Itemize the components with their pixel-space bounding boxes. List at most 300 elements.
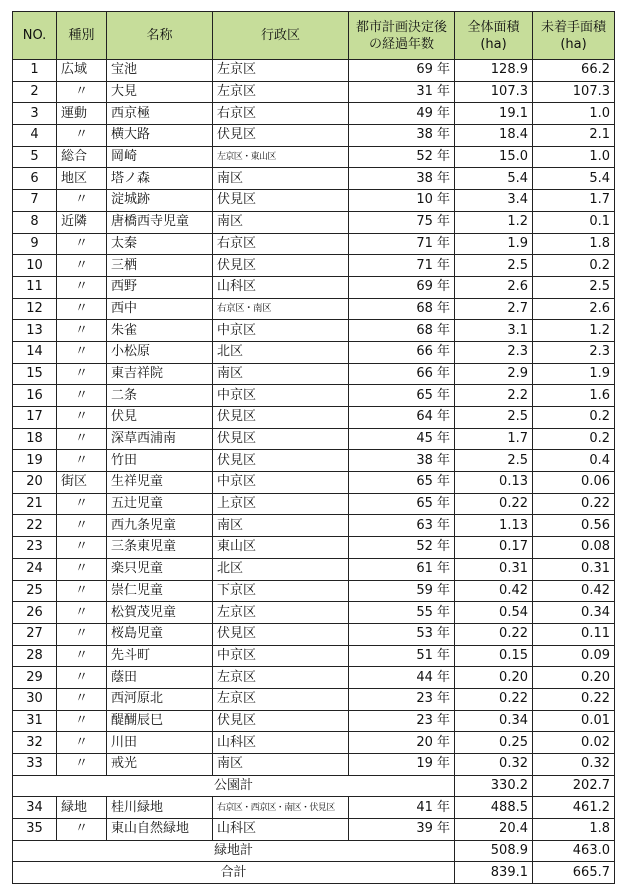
row-type: 〃 — [57, 710, 107, 732]
row-name: 横大路 — [107, 125, 213, 147]
row-unstarted-area: 0.01 — [533, 710, 615, 732]
row-no: 21 — [13, 493, 57, 515]
row-total-area: 0.42 — [455, 580, 533, 602]
row-no: 31 — [13, 710, 57, 732]
row-no: 1 — [13, 60, 57, 82]
row-total-area: 0.13 — [455, 472, 533, 494]
row-unstarted-area: 1.0 — [533, 103, 615, 125]
row-no: 28 — [13, 645, 57, 667]
row-no: 19 — [13, 450, 57, 472]
row-ward: 中京区 — [213, 472, 349, 494]
row-type: 運動 — [57, 103, 107, 125]
row-years: 45 年 — [349, 428, 455, 450]
row-name: 二条 — [107, 385, 213, 407]
row-unstarted-area: 0.08 — [533, 537, 615, 559]
row-years: 31 年 — [349, 81, 455, 103]
row-years: 69 年 — [349, 60, 455, 82]
row-years: 44 年 — [349, 667, 455, 689]
row-unstarted-area: 0.56 — [533, 515, 615, 537]
row-type: 〃 — [57, 667, 107, 689]
table-row — [13, 233, 615, 255]
row-no: 26 — [13, 602, 57, 624]
row-years: 10 年 — [349, 190, 455, 212]
row-years: 51 年 — [349, 645, 455, 667]
park-rows — [13, 60, 615, 776]
row-name: 三条東児童 — [107, 537, 213, 559]
row-total-area: 15.0 — [455, 146, 533, 168]
row-name: 西九条児童 — [107, 515, 213, 537]
table-row — [13, 732, 615, 754]
park-total-label: 公園計 — [13, 775, 455, 797]
row-name: 朱雀 — [107, 320, 213, 342]
row-type: 〃 — [57, 190, 107, 212]
table-row — [13, 472, 615, 494]
row-unstarted-area: 0.06 — [533, 472, 615, 494]
row-unstarted-area: 66.2 — [533, 60, 615, 82]
row-total-area: 20.4 — [455, 819, 533, 841]
row-total-area: 2.5 — [455, 407, 533, 429]
row-name: 唐橋西寺児童 — [107, 211, 213, 233]
row-type: 〃 — [57, 276, 107, 298]
row-ward: 右京区・西京区・南区・伏見区 — [213, 797, 349, 819]
row-total-area: 2.3 — [455, 341, 533, 363]
row-ward: 伏見区 — [213, 450, 349, 472]
row-total-area: 2.9 — [455, 363, 533, 385]
row-total-area: 1.2 — [455, 211, 533, 233]
row-unstarted-area: 0.2 — [533, 407, 615, 429]
row-unstarted-area: 0.11 — [533, 623, 615, 645]
grand-total-unstarted: 665.7 — [533, 862, 615, 884]
row-unstarted-area: 0.4 — [533, 450, 615, 472]
row-years: 49 年 — [349, 103, 455, 125]
row-total-area: 0.54 — [455, 602, 533, 624]
green-total-label: 緑地計 — [13, 840, 455, 862]
row-type: 〃 — [57, 819, 107, 841]
table-row — [13, 190, 615, 212]
row-ward: 左京区 — [213, 60, 349, 82]
row-no: 11 — [13, 276, 57, 298]
row-no: 16 — [13, 385, 57, 407]
row-unstarted-area: 0.20 — [533, 667, 615, 689]
row-name: 西野 — [107, 276, 213, 298]
row-years: 38 年 — [349, 168, 455, 190]
row-unstarted-area: 0.1 — [533, 211, 615, 233]
header-total-area: 全体面積 (ha) — [455, 12, 533, 60]
row-total-area: 0.25 — [455, 732, 533, 754]
row-total-area: 1.9 — [455, 233, 533, 255]
table-row — [13, 341, 615, 363]
row-name: 西河原北 — [107, 688, 213, 710]
row-type: 〃 — [57, 450, 107, 472]
row-no: 25 — [13, 580, 57, 602]
row-years: 69 年 — [349, 276, 455, 298]
row-ward: 中京区 — [213, 320, 349, 342]
row-unstarted-area: 2.1 — [533, 125, 615, 147]
row-type: 〃 — [57, 233, 107, 255]
row-type: 〃 — [57, 558, 107, 580]
header-years: 都市計画決定後の経過年数 — [349, 12, 455, 60]
row-type: 〃 — [57, 580, 107, 602]
row-ward: 伏見区 — [213, 623, 349, 645]
row-no: 18 — [13, 428, 57, 450]
row-name: 川田 — [107, 732, 213, 754]
row-total-area: 0.20 — [455, 667, 533, 689]
row-name: 太秦 — [107, 233, 213, 255]
row-ward: 伏見区 — [213, 407, 349, 429]
green-total-unstarted: 463.0 — [533, 840, 615, 862]
row-years: 41 年 — [349, 797, 455, 819]
row-no: 13 — [13, 320, 57, 342]
row-unstarted-area: 0.42 — [533, 580, 615, 602]
row-ward: 伏見区 — [213, 255, 349, 277]
row-years: 71 年 — [349, 255, 455, 277]
row-name: 三栖 — [107, 255, 213, 277]
row-ward: 北区 — [213, 558, 349, 580]
green-total-row — [13, 840, 615, 862]
row-years: 38 年 — [349, 450, 455, 472]
row-name: 西京極 — [107, 103, 213, 125]
row-unstarted-area: 1.7 — [533, 190, 615, 212]
row-total-area: 0.15 — [455, 645, 533, 667]
row-name: 楽只児童 — [107, 558, 213, 580]
row-ward: 北区 — [213, 341, 349, 363]
row-years: 61 年 — [349, 558, 455, 580]
row-name: 戒光 — [107, 754, 213, 776]
row-ward: 南区 — [213, 168, 349, 190]
row-total-area: 1.7 — [455, 428, 533, 450]
row-no: 30 — [13, 688, 57, 710]
table-row — [13, 710, 615, 732]
table-row — [13, 602, 615, 624]
row-type: 広域 — [57, 60, 107, 82]
row-no: 3 — [13, 103, 57, 125]
row-total-area: 128.9 — [455, 60, 533, 82]
row-unstarted-area: 2.5 — [533, 276, 615, 298]
row-unstarted-area: 1.2 — [533, 320, 615, 342]
row-name: 伏見 — [107, 407, 213, 429]
row-no: 6 — [13, 168, 57, 190]
table-row — [13, 667, 615, 689]
row-ward: 南区 — [213, 211, 349, 233]
row-unstarted-area: 0.22 — [533, 688, 615, 710]
row-type: 〃 — [57, 407, 107, 429]
row-type: 〃 — [57, 754, 107, 776]
row-ward: 右京区 — [213, 233, 349, 255]
row-type: 〃 — [57, 602, 107, 624]
row-ward: 山科区 — [213, 276, 349, 298]
row-years: 53 年 — [349, 623, 455, 645]
row-no: 23 — [13, 537, 57, 559]
row-ward: 左京区 — [213, 688, 349, 710]
row-years: 68 年 — [349, 320, 455, 342]
table-row — [13, 645, 615, 667]
row-years: 68 年 — [349, 298, 455, 320]
row-unstarted-area: 1.8 — [533, 819, 615, 841]
table-row — [13, 688, 615, 710]
table-row — [13, 754, 615, 776]
row-unstarted-area: 0.02 — [533, 732, 615, 754]
row-type: 〃 — [57, 537, 107, 559]
row-name: 先斗町 — [107, 645, 213, 667]
row-no: 12 — [13, 298, 57, 320]
row-name: 桂川緑地 — [107, 797, 213, 819]
row-type: 〃 — [57, 645, 107, 667]
row-type: 〃 — [57, 688, 107, 710]
row-type: 街区 — [57, 472, 107, 494]
row-years: 20 年 — [349, 732, 455, 754]
row-no: 9 — [13, 233, 57, 255]
row-ward: 南区 — [213, 363, 349, 385]
parks-table — [12, 11, 615, 884]
row-total-area: 107.3 — [455, 81, 533, 103]
row-no: 32 — [13, 732, 57, 754]
row-name: 竹田 — [107, 450, 213, 472]
row-total-area: 5.4 — [455, 168, 533, 190]
row-name: 蔭田 — [107, 667, 213, 689]
row-years: 39 年 — [349, 819, 455, 841]
row-no: 27 — [13, 623, 57, 645]
table-row — [13, 537, 615, 559]
row-total-area: 19.1 — [455, 103, 533, 125]
row-unstarted-area: 1.0 — [533, 146, 615, 168]
row-no: 29 — [13, 667, 57, 689]
row-no: 24 — [13, 558, 57, 580]
park-total-area: 330.2 — [455, 775, 533, 797]
row-type: 近隣 — [57, 211, 107, 233]
row-ward: 伏見区 — [213, 428, 349, 450]
row-type: 緑地 — [57, 797, 107, 819]
row-name: 東吉祥院 — [107, 363, 213, 385]
row-ward: 東山区 — [213, 537, 349, 559]
table-row — [13, 797, 615, 819]
row-unstarted-area: 2.6 — [533, 298, 615, 320]
row-total-area: 3.1 — [455, 320, 533, 342]
header-ward: 行政区 — [213, 12, 349, 60]
table-row — [13, 146, 615, 168]
row-ward: 山科区 — [213, 732, 349, 754]
table-row — [13, 211, 615, 233]
row-years: 64 年 — [349, 407, 455, 429]
row-unstarted-area: 0.2 — [533, 428, 615, 450]
row-no: 5 — [13, 146, 57, 168]
row-total-area: 0.32 — [455, 754, 533, 776]
table-row — [13, 407, 615, 429]
row-name: 崇仁児童 — [107, 580, 213, 602]
row-name: 淀城跡 — [107, 190, 213, 212]
row-type: 〃 — [57, 623, 107, 645]
table-row — [13, 428, 615, 450]
grand-total-area: 839.1 — [455, 862, 533, 884]
row-name: 岡崎 — [107, 146, 213, 168]
row-type: 〃 — [57, 125, 107, 147]
row-total-area: 2.7 — [455, 298, 533, 320]
row-ward: 伏見区 — [213, 190, 349, 212]
table-row — [13, 363, 615, 385]
row-type: 〃 — [57, 493, 107, 515]
row-total-area: 0.22 — [455, 623, 533, 645]
table-row — [13, 255, 615, 277]
header-name: 名称 — [107, 12, 213, 60]
row-unstarted-area: 0.22 — [533, 493, 615, 515]
row-no: 14 — [13, 341, 57, 363]
row-years: 65 年 — [349, 493, 455, 515]
row-name: 醍醐辰巳 — [107, 710, 213, 732]
row-unstarted-area: 2.3 — [533, 341, 615, 363]
table-row — [13, 298, 615, 320]
row-ward: 右京区 — [213, 103, 349, 125]
header-no: NO. — [13, 12, 57, 60]
header-row — [13, 12, 615, 60]
table-row — [13, 493, 615, 515]
row-unstarted-area: 0.34 — [533, 602, 615, 624]
row-ward: 伏見区 — [213, 710, 349, 732]
row-total-area: 18.4 — [455, 125, 533, 147]
row-years: 52 年 — [349, 146, 455, 168]
row-unstarted-area: 0.09 — [533, 645, 615, 667]
row-ward: 南区 — [213, 754, 349, 776]
row-name: 西中 — [107, 298, 213, 320]
row-no: 33 — [13, 754, 57, 776]
row-no: 8 — [13, 211, 57, 233]
table-row — [13, 320, 615, 342]
row-total-area: 0.17 — [455, 537, 533, 559]
row-years: 19 年 — [349, 754, 455, 776]
row-type: 〃 — [57, 255, 107, 277]
table-row — [13, 60, 615, 82]
table-row — [13, 515, 615, 537]
row-no: 4 — [13, 125, 57, 147]
row-ward: 右京区・南区 — [213, 298, 349, 320]
row-name: 松賀茂児童 — [107, 602, 213, 624]
row-total-area: 0.22 — [455, 493, 533, 515]
row-ward: 左京区 — [213, 667, 349, 689]
table-row — [13, 580, 615, 602]
row-unstarted-area: 1.6 — [533, 385, 615, 407]
row-years: 55 年 — [349, 602, 455, 624]
row-type: 〃 — [57, 732, 107, 754]
grand-total-label: 合計 — [13, 862, 455, 884]
row-years: 66 年 — [349, 341, 455, 363]
row-unstarted-area: 1.9 — [533, 363, 615, 385]
row-total-area: 0.22 — [455, 688, 533, 710]
row-years: 75 年 — [349, 211, 455, 233]
row-name: 宝池 — [107, 60, 213, 82]
row-years: 23 年 — [349, 710, 455, 732]
header-unstarted-area: 未着手面積 (ha) — [533, 12, 615, 60]
row-name: 大見 — [107, 81, 213, 103]
row-ward: 山科区 — [213, 819, 349, 841]
row-unstarted-area: 0.2 — [533, 255, 615, 277]
row-unstarted-area: 461.2 — [533, 797, 615, 819]
row-years: 52 年 — [349, 537, 455, 559]
table-row — [13, 103, 615, 125]
row-no: 35 — [13, 819, 57, 841]
row-years: 66 年 — [349, 363, 455, 385]
row-no: 17 — [13, 407, 57, 429]
row-name: 深草西浦南 — [107, 428, 213, 450]
row-no: 7 — [13, 190, 57, 212]
row-years: 38 年 — [349, 125, 455, 147]
row-unstarted-area: 1.8 — [533, 233, 615, 255]
row-no: 15 — [13, 363, 57, 385]
row-years: 23 年 — [349, 688, 455, 710]
table-row — [13, 81, 615, 103]
row-type: 〃 — [57, 298, 107, 320]
row-name: 桜島児童 — [107, 623, 213, 645]
row-no: 20 — [13, 472, 57, 494]
row-total-area: 1.13 — [455, 515, 533, 537]
row-total-area: 0.31 — [455, 558, 533, 580]
grand-total-row — [13, 862, 615, 884]
row-total-area: 2.5 — [455, 450, 533, 472]
row-ward: 南区 — [213, 515, 349, 537]
table-row — [13, 819, 615, 841]
row-total-area: 3.4 — [455, 190, 533, 212]
table-row — [13, 385, 615, 407]
row-years: 65 年 — [349, 385, 455, 407]
row-no: 22 — [13, 515, 57, 537]
park-total-row — [13, 775, 615, 797]
row-unstarted-area: 5.4 — [533, 168, 615, 190]
row-name: 塔ノ森 — [107, 168, 213, 190]
green-total-area: 508.9 — [455, 840, 533, 862]
table-row — [13, 623, 615, 645]
row-no: 34 — [13, 797, 57, 819]
row-type: 総合 — [57, 146, 107, 168]
row-name: 小松原 — [107, 341, 213, 363]
row-total-area: 2.2 — [455, 385, 533, 407]
row-years: 65 年 — [349, 472, 455, 494]
table-row — [13, 168, 615, 190]
row-ward: 左京区 — [213, 602, 349, 624]
header-type: 種別 — [57, 12, 107, 60]
row-years: 59 年 — [349, 580, 455, 602]
row-ward: 中京区 — [213, 385, 349, 407]
row-type: 〃 — [57, 81, 107, 103]
row-ward: 伏見区 — [213, 125, 349, 147]
row-type: 〃 — [57, 320, 107, 342]
row-type: 〃 — [57, 363, 107, 385]
row-ward: 中京区 — [213, 645, 349, 667]
table-row — [13, 558, 615, 580]
row-no: 2 — [13, 81, 57, 103]
green-rows — [13, 797, 615, 840]
row-no: 10 — [13, 255, 57, 277]
row-total-area: 0.34 — [455, 710, 533, 732]
row-name: 東山自然緑地 — [107, 819, 213, 841]
park-total-unstarted: 202.7 — [533, 775, 615, 797]
row-type: 〃 — [57, 385, 107, 407]
row-ward: 下京区 — [213, 580, 349, 602]
row-unstarted-area: 0.32 — [533, 754, 615, 776]
row-years: 71 年 — [349, 233, 455, 255]
row-total-area: 2.6 — [455, 276, 533, 298]
row-unstarted-area: 0.31 — [533, 558, 615, 580]
row-type: 〃 — [57, 428, 107, 450]
row-name: 五辻児童 — [107, 493, 213, 515]
row-ward: 左京区 — [213, 81, 349, 103]
table-row — [13, 276, 615, 298]
row-type: 〃 — [57, 515, 107, 537]
row-type: 地区 — [57, 168, 107, 190]
row-ward: 左京区・東山区 — [213, 146, 349, 168]
row-ward: 上京区 — [213, 493, 349, 515]
table-row — [13, 450, 615, 472]
row-total-area: 488.5 — [455, 797, 533, 819]
row-unstarted-area: 107.3 — [533, 81, 615, 103]
row-name: 生祥児童 — [107, 472, 213, 494]
row-type: 〃 — [57, 341, 107, 363]
